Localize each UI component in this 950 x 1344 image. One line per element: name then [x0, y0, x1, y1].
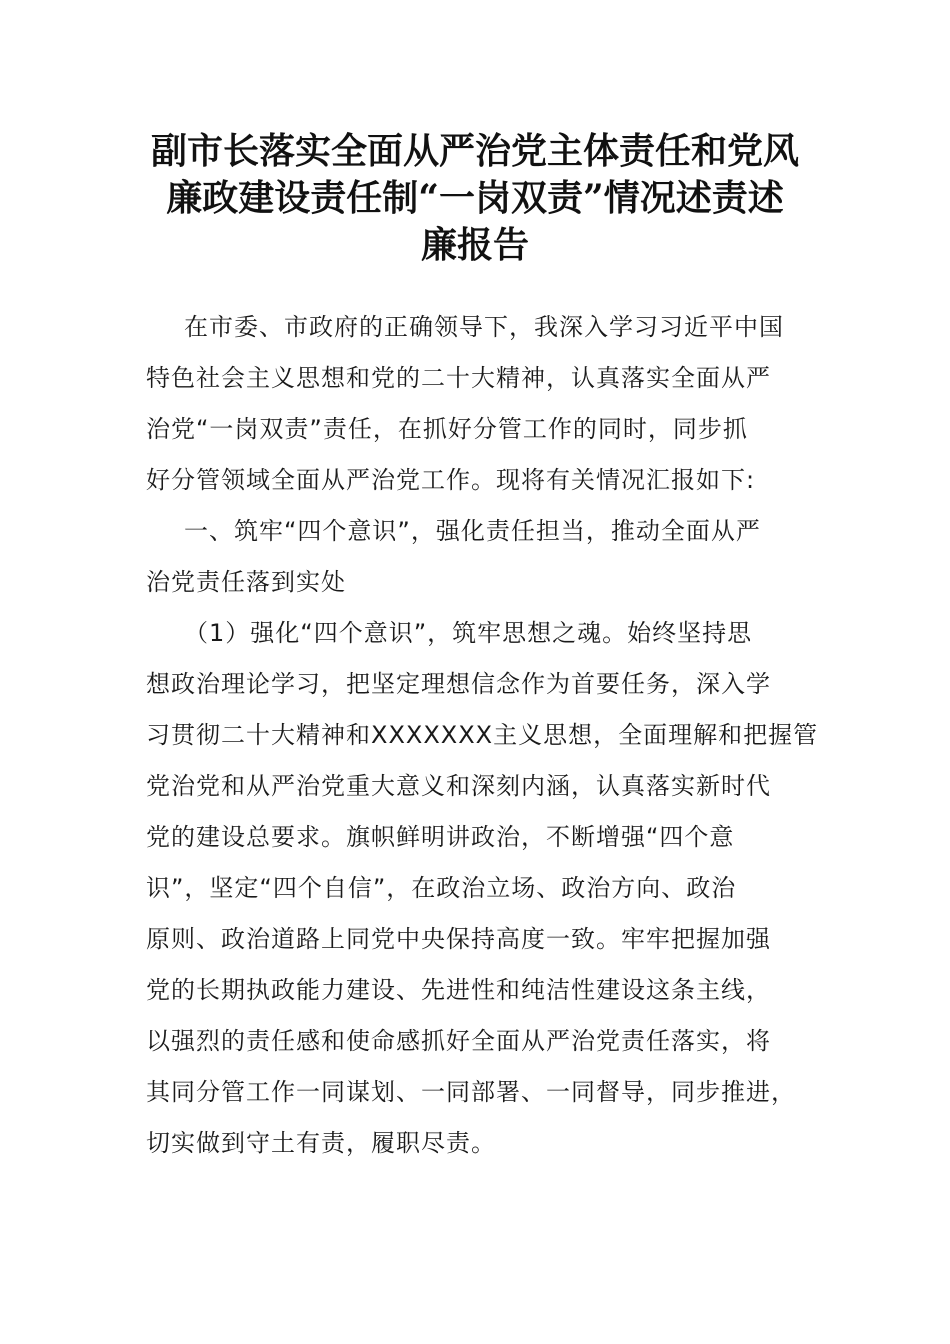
document-title	[140, 128, 810, 269]
section-heading-line-1: 一、筑牢“四个意识”，强化责任担当，推动全面从严	[184, 517, 761, 545]
paragraph-1-line-11: 切实做到守土有责，履职尽责。	[146, 1129, 496, 1157]
paragraph-intro-line-4: 好分管领域全面从严治党工作。现将有关情况汇报如下:	[146, 466, 756, 494]
paragraph-1-line-6: 识”，坚定“四个自信”，在政治立场、政治方向、政治	[146, 874, 737, 902]
title-line-1: 副市长落实全面从严治党主体责任和党风	[150, 130, 799, 172]
paragraph-1-line-9: 以强烈的责任感和使命感抓好全面从严治党责任落实，将	[146, 1027, 771, 1055]
paragraph-1-line-3: 习贯彻二十大精神和XXXXXXX主义思想，全面理解和把握管	[146, 721, 819, 749]
paragraph-1-line-7: 原则、政治道路上同党中央保持高度一致。牢牢把握加强	[146, 925, 771, 953]
paragraph-intro-line-3: 治党“一岗双责”责任，在抓好分管工作的同时，同步抓	[146, 415, 748, 443]
paragraph-1-line-10: 其同分管工作一同谋划、一同部署、一同督导，同步推进，	[146, 1078, 796, 1106]
paragraph-intro-line-1: 在市委、市政府的正确领导下，我深入学习习近平中国	[184, 313, 784, 341]
section-heading-line-2: 治党责任落到实处	[146, 568, 346, 596]
paragraph-1-line-8: 党的长期执政能力建设、先进性和纯洁性建设这条主线，	[146, 976, 771, 1004]
paragraph-1-line-5: 党的建设总要求。旗帜鲜明讲政治，不断增强“四个意	[146, 823, 735, 851]
paragraph-1-line-4: 党治党和从严治党重大意义和深刻内涵，认真落实新时代	[146, 772, 771, 800]
paragraph-intro-line-2: 特色社会主义思想和党的二十大精神，认真落实全面从严	[146, 364, 771, 392]
document-body	[146, 302, 819, 1169]
paragraph-1-line-1: （1）强化“四个意识”，筑牢思想之魂。始终坚持思	[184, 619, 753, 647]
paragraph-1-line-2: 想政治理论学习，把坚定理想信念作为首要任务，深入学	[146, 670, 771, 698]
title-line-2: 廉政建设责任制“一岗双责”情况述责述	[166, 177, 784, 219]
title-line-3: 廉报告	[420, 224, 529, 266]
